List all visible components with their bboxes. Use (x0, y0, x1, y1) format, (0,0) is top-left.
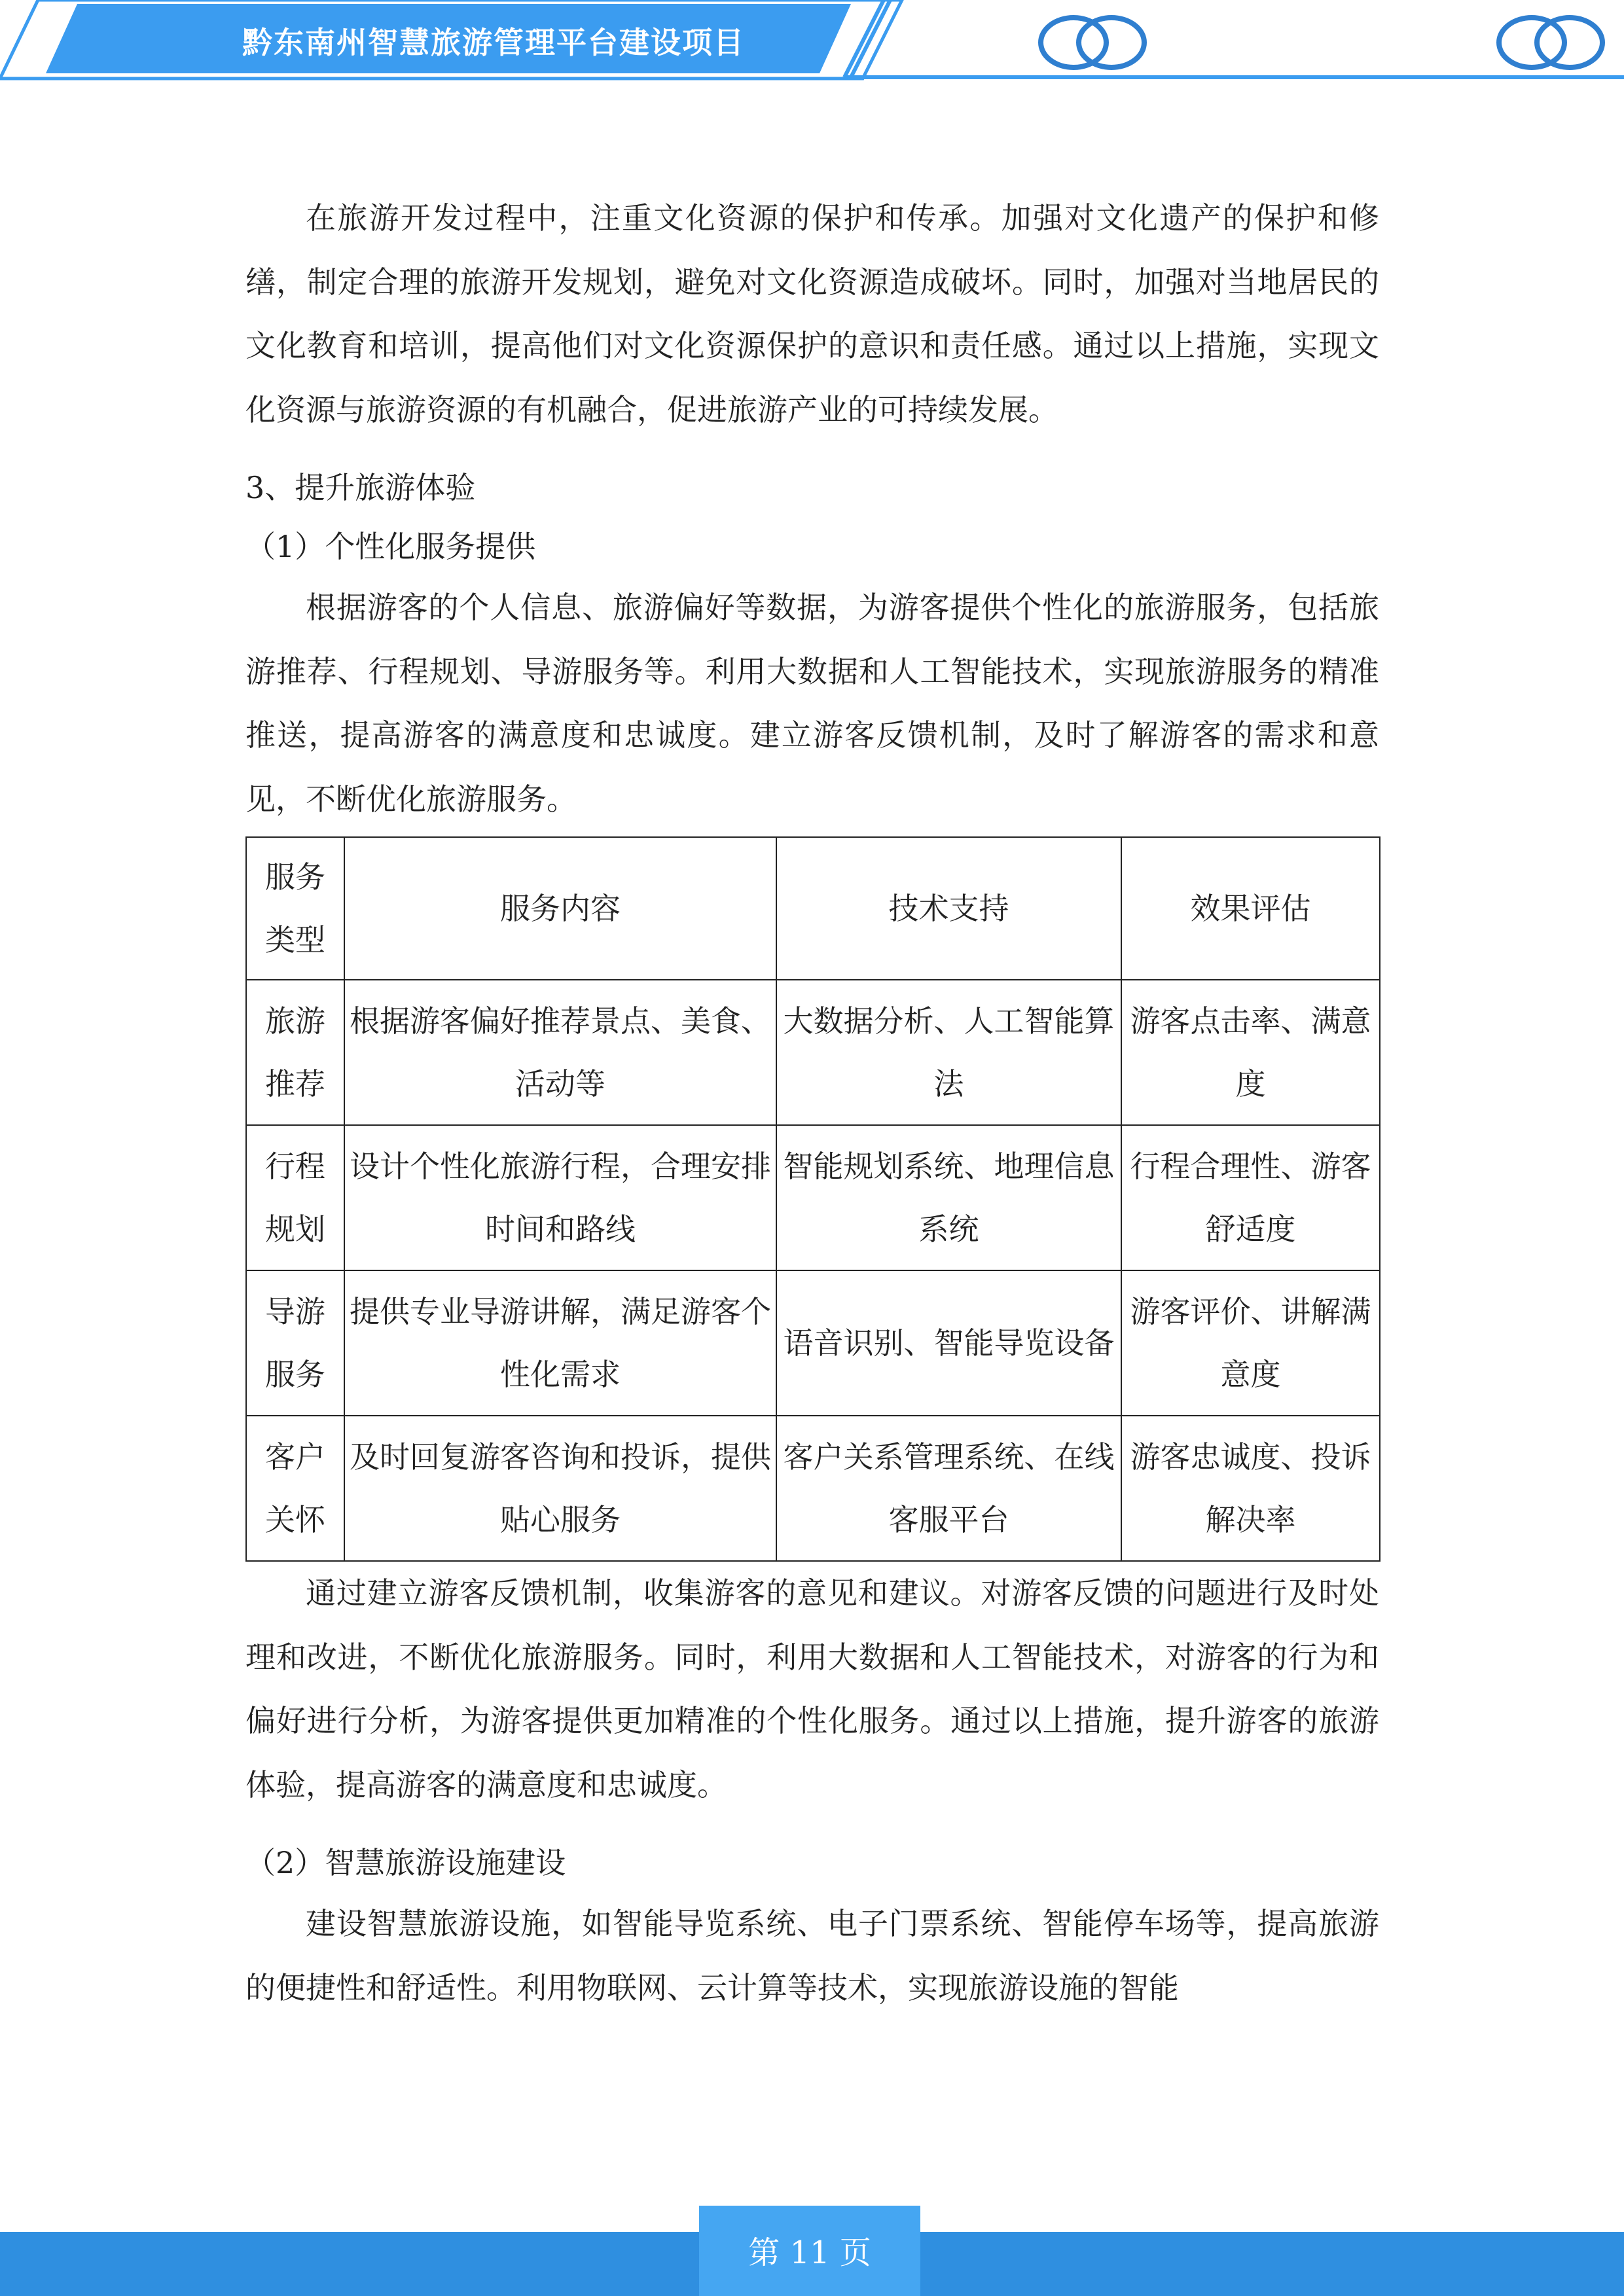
subsection-heading-1: （1）个性化服务提供 (245, 529, 536, 564)
double-ring-logo-icon (1034, 13, 1152, 72)
table-cell: 导游服务 (246, 1270, 344, 1416)
table-cell: 行程规划 (246, 1125, 344, 1270)
subsection-2-paragraph: 建设智慧旅游设施，如智能导览系统、电子门票系统、智能停车场等，提高旅游的便捷性和舒适性。利用物联网、云计算等技术，实现旅游设施的智能 (245, 1906, 1379, 2005)
section-heading: 3、提升旅游体验 (245, 470, 476, 505)
spacer (245, 1817, 1379, 1833)
document-body (245, 187, 1379, 2020)
double-ring-logo-icon (1492, 13, 1610, 72)
table-row (246, 1125, 1380, 1270)
table-cell: 客户关系管理系统、在线客服平台 (776, 1416, 1121, 1561)
document-title: 黔东南州智慧旅游管理平台建设项目 (242, 25, 745, 60)
table-header-cell: 服务内容 (344, 837, 776, 980)
service-table (245, 836, 1380, 1562)
page-header (0, 0, 1624, 85)
table-header-row (246, 837, 1380, 980)
table-header-cell: 服务类型 (246, 837, 344, 980)
table-cell: 游客评价、讲解满意度 (1121, 1270, 1380, 1416)
table-cell: 游客忠诚度、投诉解决率 (1121, 1416, 1380, 1561)
table-cell: 及时回复游客咨询和投诉，提供贴心服务 (344, 1416, 776, 1561)
table-cell: 智能规划系统、地理信息系统 (776, 1125, 1121, 1270)
table-header-cell: 效果评估 (1121, 837, 1380, 980)
after-table-paragraph: 通过建立游客反馈机制，收集游客的意见和建议。对游客反馈的问题进行及时处理和改进，不断优化旅游服务。同时，利用大数据和人工智能技术，对游客的行为和偏好进行分析，为游客提供更加精准的个性化服务。通过以上措施，提升游客的旅游体验，提高游客的满意度和忠诚度。 (245, 1575, 1379, 1803)
table-header-cell: 技术支持 (776, 837, 1121, 980)
table-cell: 客户关怀 (246, 1416, 344, 1561)
table-cell: 提供专业导游讲解，满足游客个性化需求 (344, 1270, 776, 1416)
page-number: 第 11 页 (748, 2234, 871, 2271)
table-cell: 大数据分析、人工智能算法 (776, 980, 1121, 1125)
intro-paragraph: 在旅游开发过程中，注重文化资源的保护和传承。加强对文化遗产的保护和修缮，制定合理的旅游开发规划，避免对文化资源造成破坏。同时，加强对当地居民的文化教育和培训，提高他们对文化资源保护的意识和责任感。通过以上措施，实现文化资源与旅游资源的有机融合，促进旅游产业的可持续发展。 (245, 200, 1379, 427)
table-row (246, 1270, 1380, 1416)
table-cell: 旅游推荐 (246, 980, 344, 1125)
table-cell: 根据游客偏好推荐景点、美食、活动等 (344, 980, 776, 1125)
subsection-heading-2: （2）智慧旅游设施建设 (245, 1845, 566, 1880)
subsection-1-paragraph: 根据游客的个人信息、旅游偏好等数据，为游客提供个性化的旅游服务，包括旅游推荐、行程规划、导游服务等。利用大数据和人工智能技术，实现旅游服务的精准推送，提高游客的满意度和忠诚度。建立游客反馈机制，及时了解游客的需求和意见，不断优化旅游服务。 (245, 590, 1379, 817)
table-cell: 设计个性化旅游行程，合理安排时间和路线 (344, 1125, 776, 1270)
table-row (246, 1416, 1380, 1561)
spacer (245, 442, 1379, 458)
table-cell: 语音识别、智能导览设备 (776, 1270, 1121, 1416)
table-cell: 游客点击率、满意度 (1121, 980, 1380, 1125)
table-row (246, 980, 1380, 1125)
table-cell: 行程合理性、游客舒适度 (1121, 1125, 1380, 1270)
